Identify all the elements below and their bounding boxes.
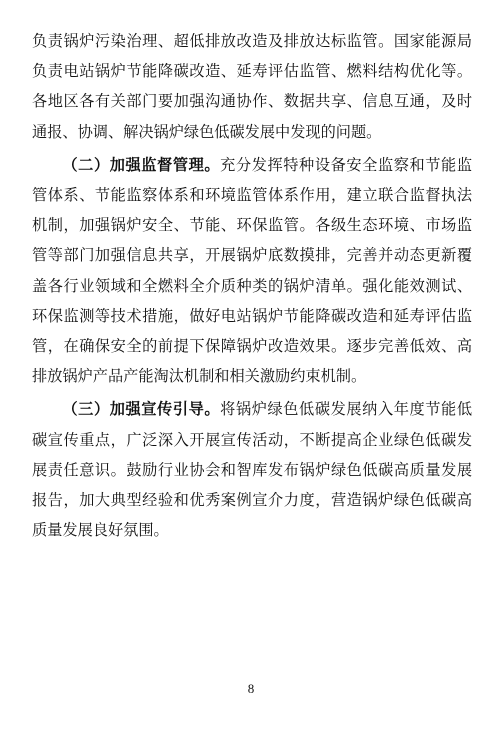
- paragraph-text: 将锅炉绿色低碳发展纳入年度节能低碳宣传重点，广泛深入开展宣传活动，不断提高企业绿色低碳发展责任意识。鼓励行业协会和智库发布锅炉绿色低碳高质量发展报告，加大典型经验和优秀案例宣介力度，营造锅炉绿色低碳高质量发展良好氛围。: [32, 400, 473, 540]
- section-heading-publicity: （三）加强宣传引导。: [62, 400, 221, 419]
- paragraph-text: 充分发挥特种设备安全监察和节能监管体系、节能监察体系和环境监管体系作用，建立联合监督执法机制，加强锅炉安全、节能、环保监管。各级生态环境、市场监管等部门加强信息共享，开展锅炉底数摸排，完善并动态更新覆盖各行业领域和全燃料全介质种类的锅炉清单。强化能效测试、环保监测等技术措施，做好电站锅炉节能降碳改造和延寿评估监管，在确保安全的前提下保障锅炉改造效果。逐步完善低效、高排放锅炉产品产能淘汰机制和相关激励约束机制。: [32, 155, 473, 386]
- section-heading-supervision: （二）加强监督管理。: [62, 155, 221, 174]
- document-body: [32, 26, 472, 545]
- paragraph-text: 负责锅炉污染治理、超低排放改造及排放达标监管。国家能源局负责电站锅炉节能降碳改造、延寿评估监管、燃料结构优化等。各地区各有关部门要加强沟通协作、数据共享、信息互通，及时通报、协调、解决锅炉绿色低碳发展中发现的问题。: [32, 32, 472, 141]
- paragraph-publicity: [32, 394, 472, 545]
- paragraph-supervision: [32, 150, 472, 392]
- paragraph-continued: [32, 26, 472, 147]
- page-number: 8: [247, 681, 255, 696]
